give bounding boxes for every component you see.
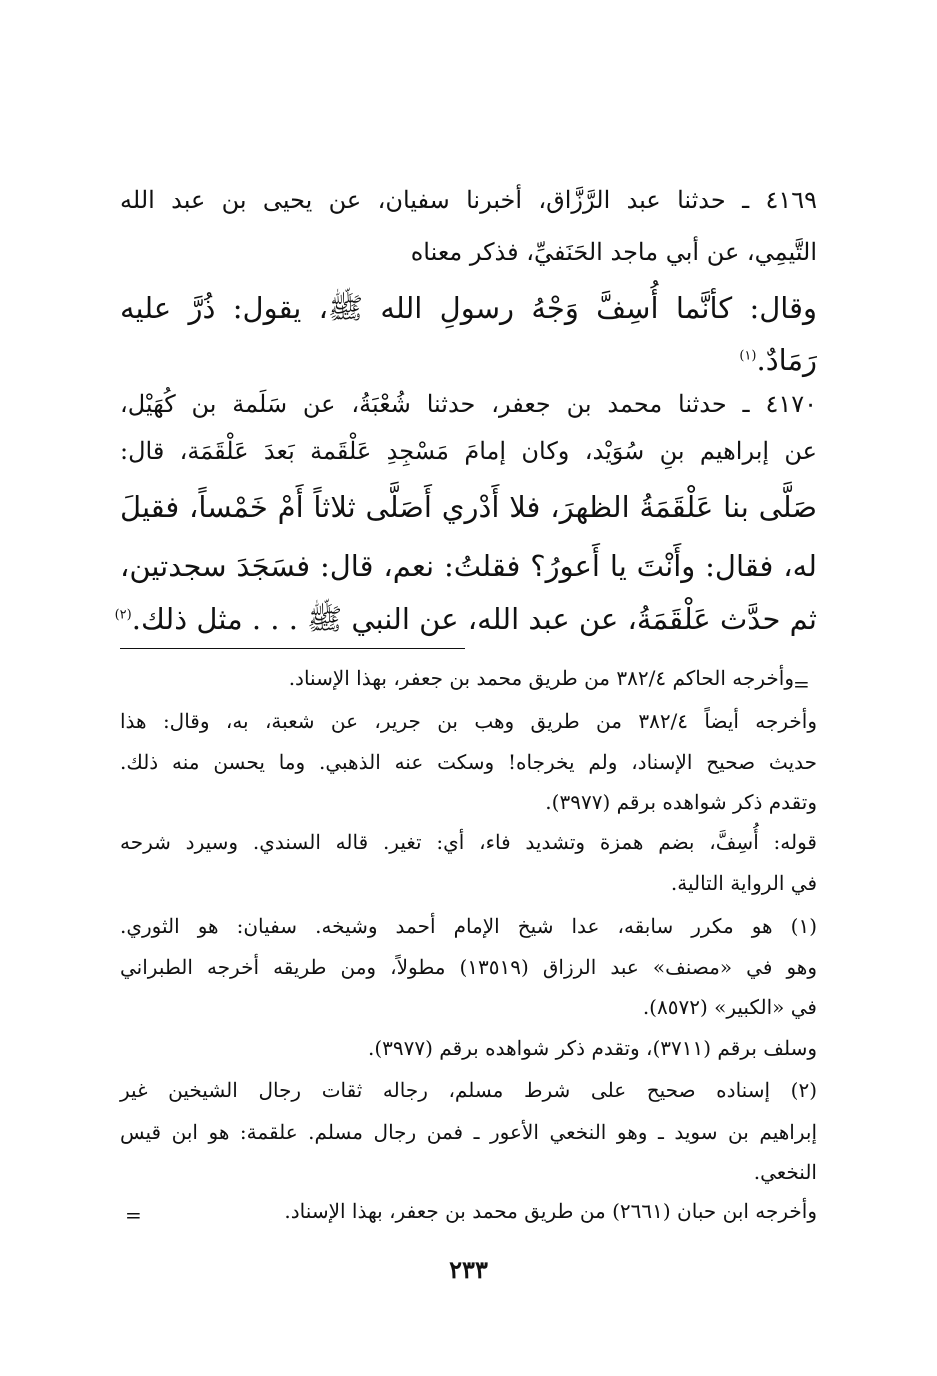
continuation-mark-top: = [793, 672, 810, 696]
body-line-3: وقال: كأنَّما أُسِفَّ وَجْهُ رسولِ الله ﷺ، يقول: ذُرَّ عليه [120, 291, 817, 325]
body-line-4 [120, 343, 817, 377]
note-line-13: النخعي. [753, 1160, 817, 1184]
body-line-9-text: ثم حدَّث عَلْقَمَةُ، عن عبد الله، عن النبي ﷺ . . . مثل ذلك. [131, 602, 817, 636]
note-line-14: وأخرجه ابن حبان (٢٦٦١) من طريق محمد بن جعفر، بهذا الإسناد. [284, 1199, 817, 1223]
note-line-2: وأخرجه أيضاً ٣٨٢/٤ من طريق وهب بن جرير، عن شعبة، به، وقال: هذا [120, 709, 817, 733]
page-number: ٢٣٣ [449, 1255, 488, 1284]
note-line-12: إبراهيم بن سويد ـ وهو النخعي الأعور ـ فمن رجال مسلم. علقمة: هو ابن قيس [120, 1120, 817, 1144]
continuation-mark-bottom: = [125, 1203, 142, 1227]
note-line-1: وأخرجه الحاكم ٣٨٢/٤ من طريق محمد بن جعفر، بهذا الإسناد. [288, 666, 794, 690]
note-line-6: في الرواية التالية. [670, 871, 817, 895]
note-line-5: قوله: أُسِفَّ، بضم همزة وتشديد فاء، أي: تغير. قاله السندي. وسيرد شرحه [120, 830, 817, 854]
footnote-marker-1: (١) [739, 348, 757, 364]
note-line-8: وهو في «مصنف» عبد الرزاق (١٣٥١٩) مطولاً، ومن طريقه أخرجه الطبراني [120, 955, 817, 979]
body-line-4-text: رَمَادٌ. [756, 343, 817, 377]
body-line-9 [114, 602, 817, 636]
body-line-6: عن إبراهيم بنِ سُوَيْد، وكان إمامَ مَسْجِدِ عَلْقَمة بَعدَ عَلْقَمَة، قال: [120, 437, 817, 465]
footnote-divider [120, 648, 465, 649]
note-line-3: حديث صحيح الإسناد، ولم يخرجاه! وسكت عنه الذهبي. وما يحسن منه ذلك. [120, 750, 817, 774]
body-line-7: صَلَّى بنا عَلْقَمَةُ الظهرَ، فلا أَدْري أَصَلَّى ثلاثاً أَمْ خَمْساً، فقيلَ [120, 490, 817, 524]
footnote-marker-2: (٢) [114, 607, 132, 623]
body-line-1: ٤١٦٩ ـ حدثنا عبد الرَّزَّاق، أخبرنا سفيان، عن يحيى بن عبد الله [120, 186, 817, 214]
note-line-10: وسلف برقم (٣٧١١)، وتقدم ذكر شواهده برقم (٣٩٧٧). [367, 1036, 817, 1060]
note-line-11: (٢) إسناده صحيح على شرط مسلم، رجاله ثقات رجال الشيخين غير [120, 1078, 817, 1102]
note-line-7: (١) هو مكرر سابقه، عدا شيخ الإمام أحمد وشيخه. سفيان: هو الثوري. [120, 914, 817, 938]
note-line-9: في «الكبير» (٨٥٧٢). [642, 995, 817, 1019]
body-line-8: له، فقال: وأَنْتَ يا أَعورُ؟ فقلتُ: نعم، قال: فسَجَدَ سجدتين، [120, 549, 817, 583]
body-line-2: التَّيمِي، عن أبي ماجد الحَنَفيِّ، فذكر معناه [410, 238, 817, 266]
body-line-5: ٤١٧٠ ـ حدثنا محمد بن جعفر، حدثنا شُعْبَةُ، عن سَلَمة بن كُهَيْل، [120, 390, 817, 418]
note-line-4: وتقدم ذكر شواهده برقم (٣٩٧٧). [545, 790, 817, 814]
